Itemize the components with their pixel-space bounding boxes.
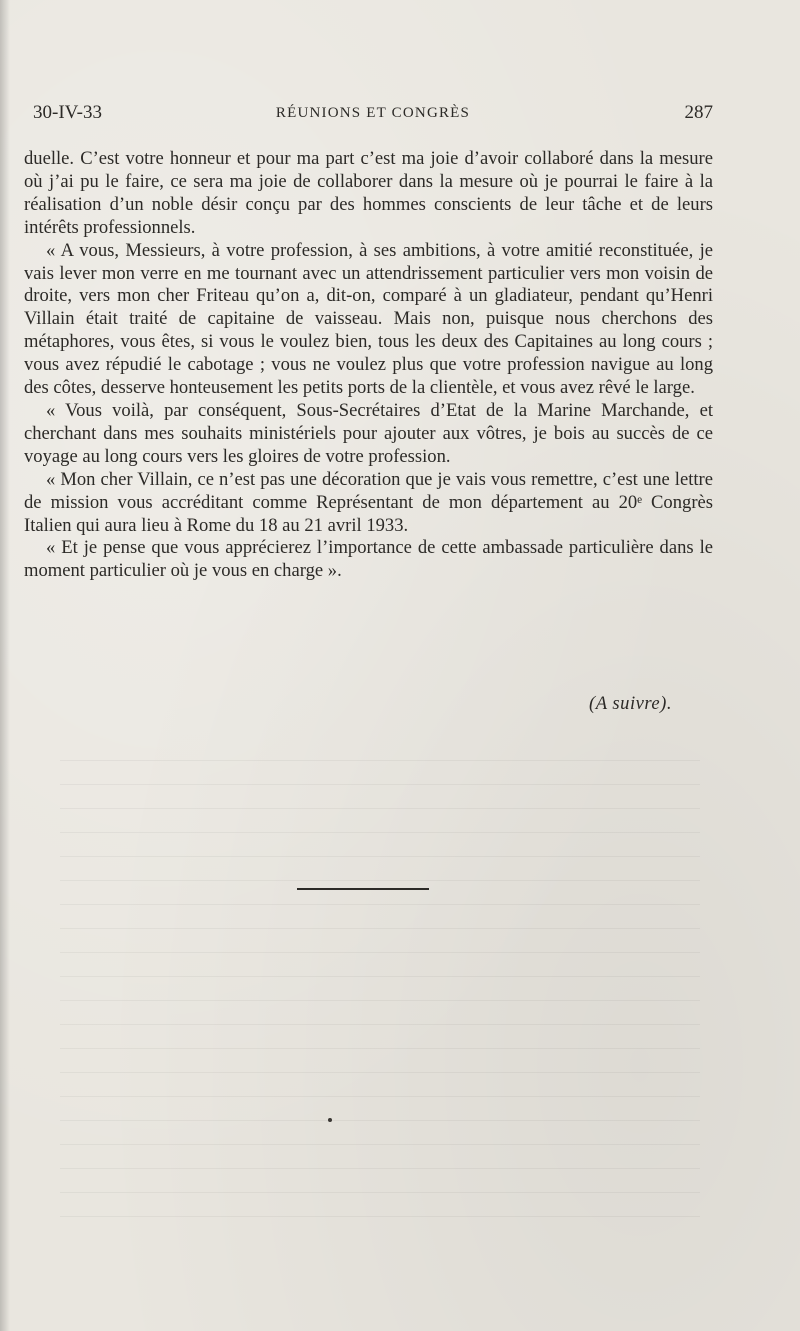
page-number: 287 <box>684 102 713 123</box>
bleed-through-texture <box>60 760 700 1240</box>
header-date: 30-IV-33 <box>33 102 102 123</box>
running-header <box>33 100 713 126</box>
paragraph: « A vous, Messieurs, à votre profession, à ses ambitions, à votre amitié reconstituée, je vais lever mon verre en me tournant avec un attendrissement particulier vers mon voisin de droite, vers mon cher Friteau qu’on a, dit-on, comparé à un gladiateur, pendant qu’Henri Villain était traité de capitaine de vaisseau. Mais non, puisque nous cherchons des métaphores, vous êtes, si vous le voulez bien, tous les deux des Capitaines au long cours ; vous avez répudié le cabotage ; vous ne voulez plus que votre profession navigue au long des côtes, desserve honteusement les petits ports de la clientèle, et vous avez rêvé le large. <box>24 239 713 399</box>
body-text <box>24 148 713 583</box>
to-be-continued: (A suivre). <box>589 693 672 714</box>
paper-speck <box>328 1118 332 1122</box>
binding-shadow <box>0 0 10 1331</box>
paragraph: duelle. C’est votre honneur et pour ma part c’est ma joie d’avoir collaboré dans la mesure où j’ai pu le faire, ce sera ma joie de collaborer dans la mesure où je pourrai le faire à la réalisation d’un noble désir conçu par des hommes conscients de leur tâche et de leurs intérêts professionnels. <box>24 148 713 238</box>
paragraph: « Et je pense que vous apprécierez l’importance de cette ambassade particulière dans le moment particulier où je vous en charge ». <box>24 537 713 582</box>
header-title: RÉUNIONS ET CONGRÈS <box>275 105 471 121</box>
paragraph: « Vous voilà, par conséquent, Sous-Secrétaires d’Etat de la Marine Marchande, et cherchant dans mes souhaits ministériels pour ajouter aux vôtres, je bois au succès de ce voyage au long cours vers les gloires de votre profession. <box>24 399 713 467</box>
paragraph: « Mon cher Villain, ce n’est pas une décoration que je vais vous remettre, c’est une lettre de mission vous accréditant comme Représentant de mon département au 20ᵉ Congrès Italien qui aura lieu à Rome du 18 au 21 avril 1933. <box>24 468 713 536</box>
